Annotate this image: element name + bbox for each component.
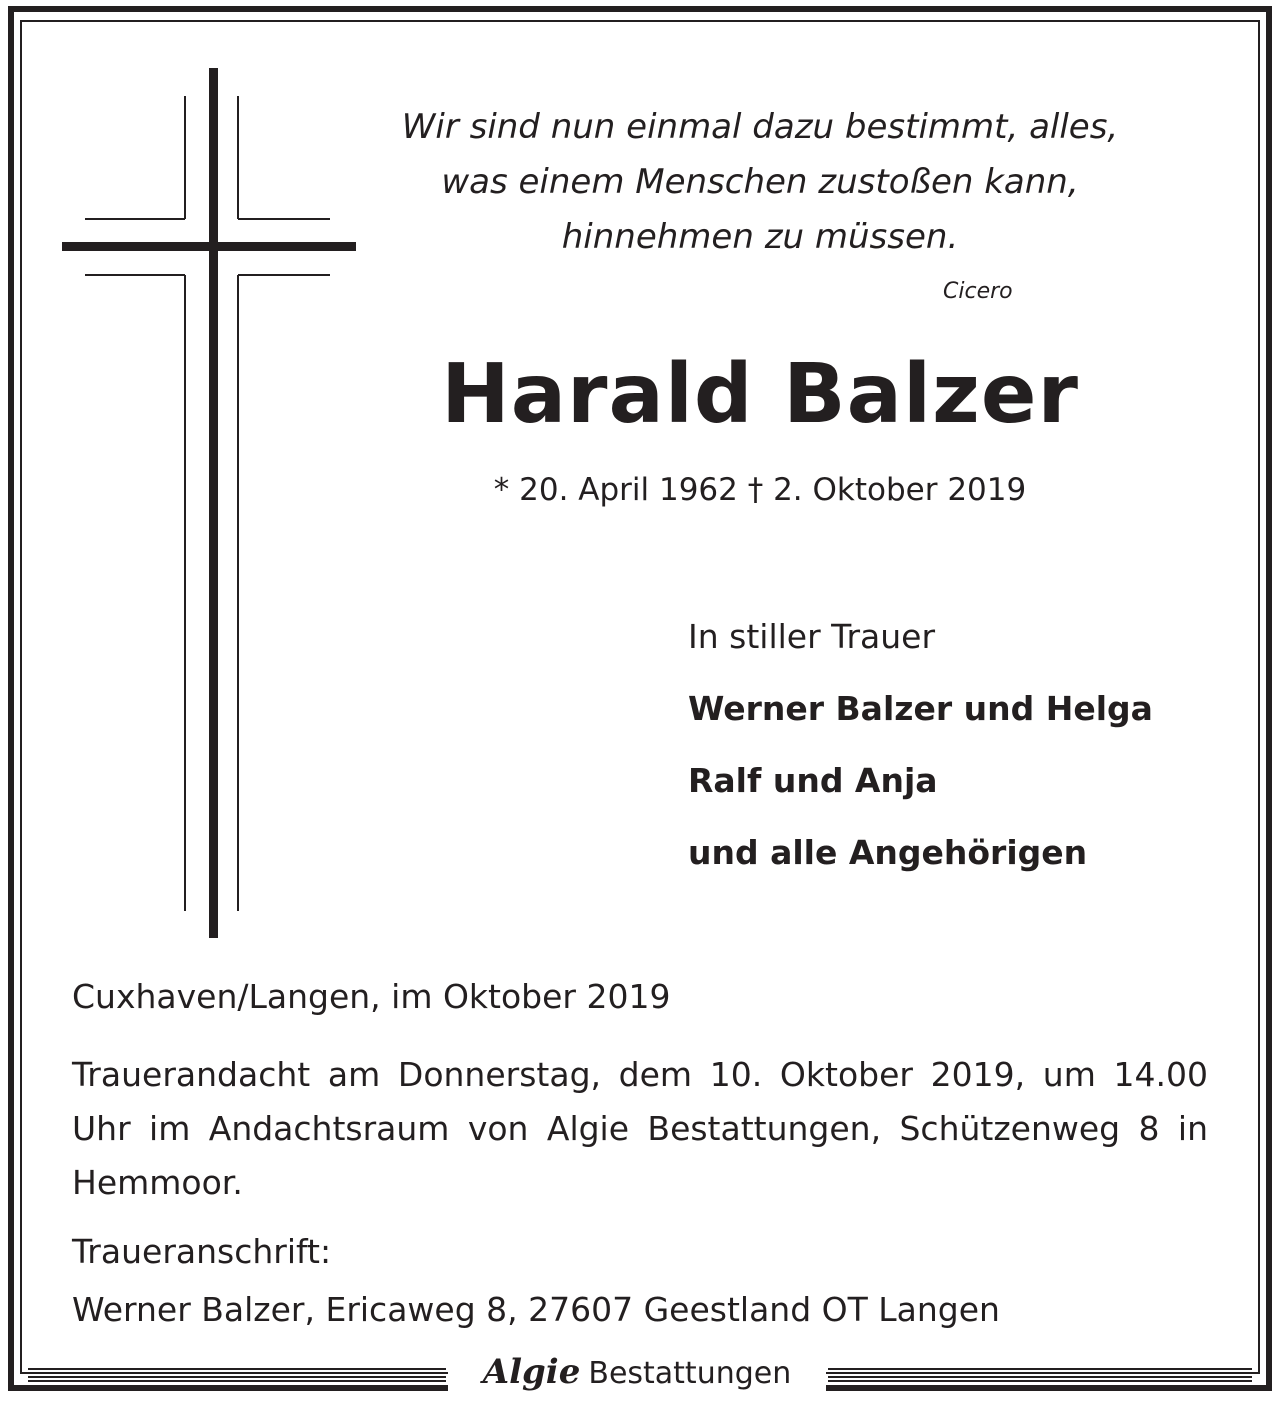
quote-line: Wir sind nun einmal dazu bestimmt, alles,	[401, 107, 1119, 147]
mourner-name: Ralf und Anja	[688, 761, 938, 800]
address-label: Traueranschrift:	[72, 1232, 332, 1271]
service-info: Trauerandacht am Donnerstag, dem 10. Oktober 2019, um 14.00 Uhr im Andachtsraum von Algie Bestattungen, Schützenweg 8 in Hemmoor.	[72, 1055, 1208, 1202]
mourning-block	[688, 613, 1153, 877]
logo-text: Bestattungen	[588, 1356, 792, 1391]
address-text: Werner Balzer, Ericaweg 8, 27607 Geestland OT Langen	[72, 1290, 1000, 1329]
footer-rule	[828, 1368, 1252, 1382]
quote-author: Cicero	[943, 279, 1013, 304]
quote	[360, 100, 1160, 265]
mourner-name: Werner Balzer und Helga	[688, 689, 1153, 728]
life-dates: * 20. April 1962 † 2. Oktober 2019	[493, 472, 1027, 508]
quote-line: was einem Menschen zustoßen kann,	[441, 162, 1079, 202]
footer-rule	[28, 1368, 446, 1382]
place-date: Cuxhaven/Langen, im Oktober 2019	[72, 977, 671, 1016]
deceased-name: Harald Balzer	[441, 347, 1079, 442]
quote-line: hinnehmen zu müssen.	[561, 217, 959, 257]
cross-icon	[60, 68, 360, 943]
mourner-name: und alle Angehörigen	[688, 833, 1088, 872]
logo-mark: Algie	[482, 1352, 581, 1392]
mourning-intro: In stiller Trauer	[688, 617, 936, 656]
footer-logo	[448, 1352, 826, 1398]
